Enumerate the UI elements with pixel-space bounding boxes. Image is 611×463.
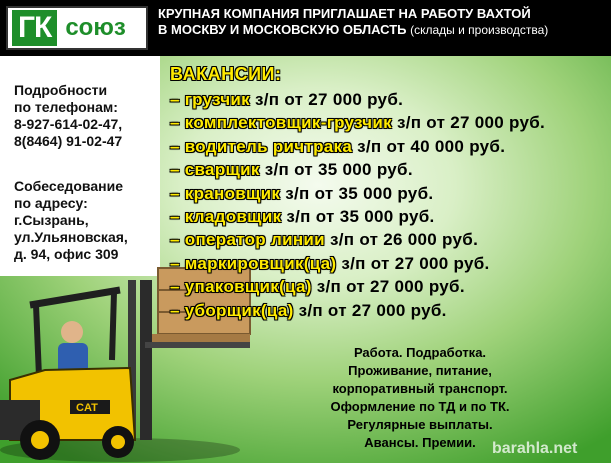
phones-title: Подробности <box>14 82 108 98</box>
headline-line2-text: В МОСКВУ И МОСКОВСКУЮ ОБЛАСТЬ <box>158 22 407 37</box>
watermark: barahla.net <box>492 440 578 457</box>
vacancy-salary: з/п от 27 000 руб. <box>311 277 465 297</box>
list-item <box>170 205 545 228</box>
benefit-line: корпоративный транспорт. <box>332 381 508 396</box>
forklift-brand-label: CAT <box>76 402 98 414</box>
list-item <box>170 252 545 275</box>
vacancy-name: – крановщик <box>170 183 281 203</box>
vacancy-name: – грузчик <box>170 90 250 109</box>
vacancy-salary: з/п от 35 000 руб. <box>280 183 434 203</box>
list-item <box>170 88 545 111</box>
list-item <box>170 182 545 205</box>
logo-gk-mark: ГК <box>12 10 57 46</box>
headline-note: (склады и производства) <box>410 23 549 37</box>
benefit-line: Регулярные выплаты. <box>347 417 493 432</box>
phones-title-2: по телефонам: <box>14 99 118 115</box>
vacancy-salary: з/п от 27 000 руб. <box>336 253 490 273</box>
logo-name: союз <box>65 14 126 41</box>
vacancy-name: – водитель ричтрака <box>170 136 353 156</box>
benefit-line: Авансы. Премии. <box>364 435 476 450</box>
interview-title: Собеседование <box>14 178 123 194</box>
benefit-line: Работа. Подработка. <box>353 345 487 360</box>
list-item <box>170 275 545 298</box>
list-item <box>170 135 545 158</box>
phones-block <box>14 82 122 150</box>
benefits-block <box>270 344 570 452</box>
vacancies-list <box>170 88 545 322</box>
list-item <box>170 111 545 134</box>
vacancy-name: – оператор линии <box>170 230 325 250</box>
vacancy-name: – сварщик <box>170 160 260 180</box>
benefit-line: Оформление по ТД и по ТК. <box>330 399 510 414</box>
vacancy-salary: з/п от 40 000 руб. <box>352 136 506 156</box>
vacancy-name: – упаковщик(ца) <box>170 277 312 297</box>
vacancy-salary: з/п от 26 000 руб. <box>324 230 479 250</box>
vacancy-salary: з/п от 27 000 руб. <box>391 113 546 133</box>
address-line: г.Сызрань, <box>14 212 89 228</box>
headline <box>158 6 608 38</box>
vacancy-name: – комплектовщик-грузчик <box>170 113 392 133</box>
headline-line1: КРУПНАЯ КОМПАНИЯ ПРИГЛАШАЕТ НА РАБОТУ ВАХТОЙ <box>158 6 531 21</box>
list-item <box>170 228 545 251</box>
vacancies-title: ВАКАНСИИ: <box>170 64 282 84</box>
benefit-line: Проживание, питание, <box>348 363 492 378</box>
address-line: д. 94, офис 309 <box>14 246 119 262</box>
interview-title-2: по адресу: <box>14 195 88 211</box>
address-line: ул.Ульяновская, <box>14 229 128 245</box>
vacancy-name: – маркировщик(ца) <box>170 253 337 273</box>
vacancy-salary: з/п от 27 000 руб. <box>249 90 404 109</box>
list-item <box>170 158 545 181</box>
list-item <box>170 299 545 322</box>
vacancy-salary: з/п от 35 000 руб. <box>281 206 435 226</box>
vacancy-salary: з/п от 35 000 руб. <box>259 160 413 180</box>
vacancy-salary: з/п от 27 000 руб. <box>293 300 447 320</box>
vacancy-name: – кладовщик <box>170 206 282 226</box>
vacancy-name: – уборщик(ца) <box>170 300 294 320</box>
header-bar <box>0 0 611 56</box>
company-logo <box>6 6 148 50</box>
phone-number: 8-927-614-02-47, <box>14 116 123 132</box>
phone-number: 8(8464) 91-02-47 <box>14 133 123 149</box>
headline-line2 <box>158 22 608 38</box>
